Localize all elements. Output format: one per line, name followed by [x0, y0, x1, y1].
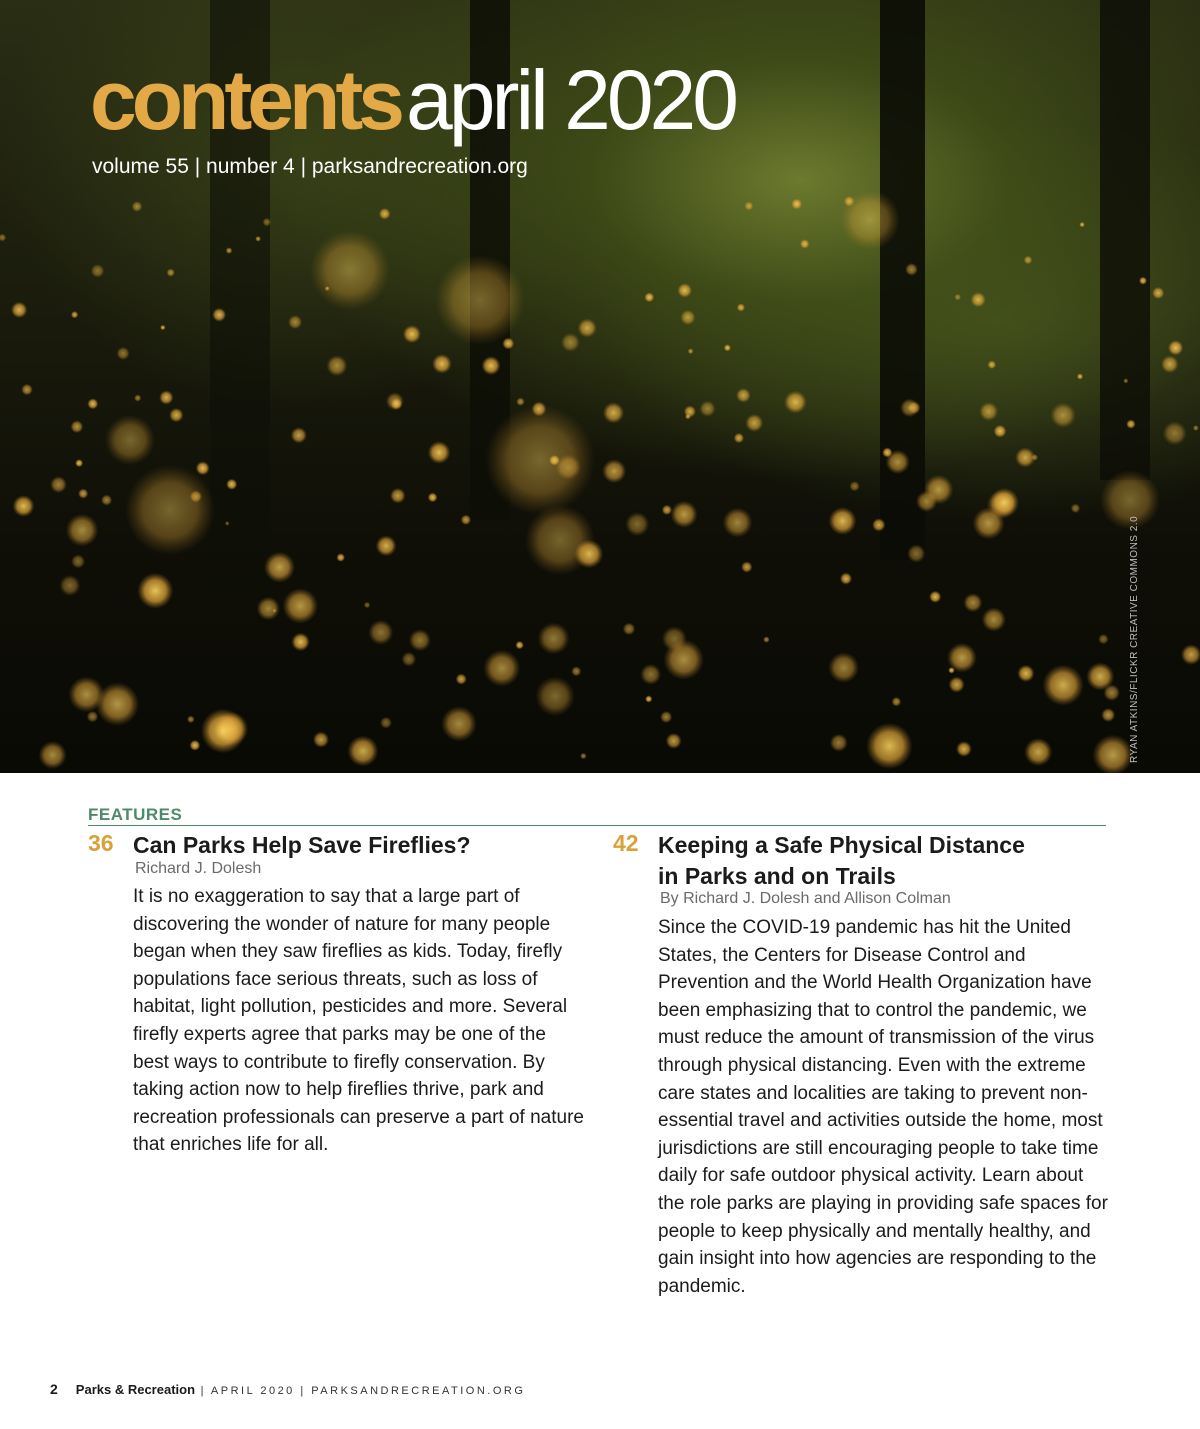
firefly-light — [830, 734, 848, 752]
firefly-light — [866, 723, 912, 769]
firefly-light — [680, 310, 695, 325]
feature-title[interactable]: Can Parks Help Save Fireflies? — [133, 832, 471, 858]
firefly-light — [892, 697, 902, 707]
feature-title[interactable] — [658, 830, 1025, 892]
firefly-light — [169, 408, 183, 422]
firefly-light — [1139, 277, 1147, 285]
firefly-light — [900, 398, 919, 417]
firefly-light — [1024, 256, 1033, 265]
firefly-bokeh — [435, 255, 525, 345]
firefly-light — [723, 508, 753, 538]
firefly-light — [956, 741, 972, 757]
firefly-light — [800, 239, 810, 249]
firefly-light — [134, 394, 141, 401]
firefly-light — [515, 641, 523, 649]
firefly-light — [849, 481, 859, 491]
firefly-light — [75, 459, 83, 467]
firefly-light — [71, 554, 85, 568]
firefly-light — [699, 401, 715, 417]
firefly-light — [602, 459, 626, 483]
firefly-light — [137, 573, 173, 609]
feature-summary: Since the COVID-19 pandemic has hit the United States, the Centers for Disease Control and Prevention and the World Health Organization have been emphasizing that to control the pandemic, we must reduce the amount of transmission of the virus through physical distancing. Even with the extreme care states and localities are taking to prevent non-essential travel and activities outside the home, most jurisdictions are still encouraging people to take time daily for safe outdoor physical activity. Learn about the role parks are playing in providing safe spaces for people to keep physically and mentally healthy, and gain insight into how agencies are responding to the pandemic. — [658, 917, 1108, 1297]
firefly-light — [666, 733, 682, 749]
firefly-light — [784, 391, 807, 414]
firefly-light — [50, 476, 67, 493]
firefly-light — [741, 561, 752, 572]
firefly-light — [132, 201, 143, 212]
firefly-light — [1071, 504, 1081, 514]
firefly-light — [101, 495, 112, 506]
firefly-light — [21, 384, 33, 396]
firefly-light — [196, 461, 210, 475]
firefly-light — [737, 303, 745, 311]
firefly-light — [745, 414, 763, 432]
firefly-light — [403, 325, 421, 343]
firefly-light — [640, 664, 661, 685]
firefly-light — [291, 633, 309, 651]
firefly-bokeh — [105, 415, 155, 465]
firefly-light — [535, 677, 574, 716]
firefly-light — [1193, 425, 1199, 431]
issue-info: volume 55 | number 4 | parksandrecreation.org — [92, 155, 528, 178]
firefly-light — [225, 521, 230, 526]
firefly-light — [1152, 287, 1164, 299]
firefly-light — [538, 623, 570, 655]
firefly-light — [59, 575, 80, 596]
firefly-light — [954, 294, 961, 301]
firefly-light — [71, 420, 84, 433]
firefly-light — [685, 414, 691, 420]
firefly-light — [886, 450, 910, 474]
firefly-light — [645, 695, 652, 702]
page-footer — [50, 1381, 525, 1397]
firefly-light — [677, 283, 692, 298]
firefly-light — [1101, 708, 1115, 722]
firefly-light — [1098, 634, 1108, 644]
firefly-light — [791, 198, 802, 209]
firefly-light — [963, 593, 982, 612]
firefly-light — [829, 507, 857, 535]
firefly-light — [190, 740, 201, 751]
firefly-light — [0, 234, 6, 242]
firefly-light — [979, 402, 998, 421]
firefly-light — [688, 348, 694, 354]
firefly-light — [376, 535, 397, 556]
firefly-light — [1161, 355, 1179, 373]
firefly-light — [1050, 403, 1075, 428]
title-contents: contents — [90, 53, 401, 147]
firefly-light — [744, 201, 753, 210]
firefly-light — [263, 218, 272, 227]
firefly-light — [380, 717, 392, 729]
firefly-light — [724, 344, 731, 351]
feature-page-number: 42 — [613, 830, 639, 856]
firefly-light — [872, 518, 885, 531]
firefly-light — [734, 433, 744, 443]
firefly-light — [428, 493, 438, 503]
firefly-light — [212, 308, 226, 322]
firefly-light — [1031, 454, 1038, 461]
firefly-light — [924, 475, 954, 505]
firefly-light — [428, 441, 451, 464]
firefly-bokeh — [525, 505, 595, 575]
firefly-light — [840, 573, 852, 585]
firefly-light — [929, 591, 941, 603]
feature-title-line-2: in Parks and on Trails — [658, 863, 896, 889]
firefly-light — [664, 639, 704, 679]
firefly-light — [580, 753, 586, 759]
firefly-light — [364, 602, 370, 608]
firefly-light — [432, 354, 452, 374]
firefly-light — [87, 398, 98, 409]
footer-issue-details: | APRIL 2020 | PARKSANDRECREATION.ORG — [195, 1385, 526, 1397]
firefly-light — [971, 292, 986, 307]
firefly-light — [39, 741, 67, 769]
firefly-light — [905, 263, 918, 276]
firefly-light — [461, 515, 471, 525]
firefly-light — [1181, 644, 1200, 665]
firefly-light — [91, 264, 105, 278]
firefly-light — [226, 479, 237, 490]
feature-title-line-1: Keeping a Safe Physical Distance — [658, 832, 1025, 858]
photo-credit: RYAN ATKINS/FLICKR CREATIVE COMMONS 2.0 — [1129, 515, 1140, 763]
firefly-light — [1017, 665, 1034, 682]
firefly-light — [390, 488, 406, 504]
firefly-light — [736, 388, 751, 403]
firefly-light — [255, 236, 261, 242]
firefly-light — [336, 553, 345, 562]
firefly-light — [1168, 340, 1183, 355]
firefly-light — [828, 652, 859, 683]
firefly-light — [763, 636, 769, 642]
firefly-light — [264, 552, 295, 583]
firefly-light — [71, 311, 78, 318]
firefly-light — [516, 398, 524, 406]
feature-byline: By Richard J. Dolesh and Allison Colman — [660, 890, 951, 907]
firefly-light — [502, 338, 514, 350]
feature-page-number: 36 — [88, 830, 114, 856]
firefly-light — [402, 652, 417, 667]
firefly-light — [671, 501, 698, 528]
firefly-light — [990, 488, 1019, 517]
firefly-light — [662, 505, 672, 515]
firefly-light — [379, 208, 391, 220]
firefly-light — [1043, 665, 1084, 706]
firefly-light — [288, 315, 302, 329]
feature-summary: It is no exaggeration to say that a large part of discovering the wonder of nature for many people began when they saw fireflies as kids. Today, firefly populations face serious threats, such as loss of habitat, light pollution, pesticides and more. Several firefly experts agree that parks may be one of the best ways to contribute to firefly conservation. By taking action now to help fireflies thrive, park and recreation professionals can preserve a part of nature that enriches life for all. — [133, 886, 584, 1156]
firefly-light — [167, 268, 175, 276]
firefly-light — [603, 402, 624, 423]
firefly-light — [1093, 735, 1133, 773]
firefly-light — [441, 706, 476, 741]
firefly-light — [623, 623, 636, 636]
firefly-light — [994, 425, 1007, 438]
firefly-light — [326, 355, 347, 376]
firefly-light — [907, 544, 925, 562]
firefly-light — [1123, 378, 1128, 383]
firefly-light — [368, 620, 393, 645]
firefly-light — [11, 302, 27, 318]
section-label-features: FEATURES — [88, 805, 183, 824]
firefly-light — [1077, 373, 1083, 379]
firefly-light — [1024, 738, 1052, 766]
firefly-light — [313, 732, 329, 748]
firefly-light — [561, 333, 580, 352]
firefly-light — [159, 390, 173, 404]
firefly-light — [947, 643, 977, 673]
firefly-light — [78, 489, 88, 499]
firefly-light — [409, 629, 431, 651]
title-date: april 2020 — [406, 53, 735, 147]
firefly-light — [483, 650, 520, 687]
firefly-light — [482, 356, 501, 375]
firefly-bokeh — [310, 230, 390, 310]
firefly-light — [660, 711, 672, 723]
firefly-light — [571, 666, 581, 676]
firefly-bokeh — [485, 405, 595, 515]
firefly-light — [625, 512, 649, 536]
firefly-lights — [0, 190, 1200, 773]
firefly-light — [201, 709, 246, 754]
firefly-light — [644, 292, 654, 302]
footer-magazine-name: Parks & Recreation — [75, 1382, 196, 1397]
section-divider — [88, 825, 1106, 826]
page-title — [90, 53, 735, 147]
firefly-light — [66, 514, 99, 547]
firefly-light — [291, 427, 307, 443]
footer-page-number: 2 — [50, 1381, 58, 1397]
firefly-bokeh — [840, 190, 900, 250]
firefly-light — [187, 716, 195, 724]
firefly-light — [87, 711, 99, 723]
firefly-light — [160, 325, 165, 330]
firefly-light — [13, 495, 35, 517]
firefly-bokeh — [125, 465, 215, 555]
feature-byline: Richard J. Dolesh — [135, 860, 262, 877]
firefly-light — [1086, 663, 1114, 691]
firefly-light — [69, 677, 105, 713]
firefly-light — [1163, 421, 1187, 445]
firefly-light — [982, 607, 1006, 631]
firefly-light — [390, 398, 402, 410]
firefly-light — [257, 597, 280, 620]
firefly-light — [949, 677, 965, 693]
firefly-light — [578, 318, 597, 337]
firefly-light — [1079, 222, 1084, 227]
firefly-light — [117, 347, 130, 360]
firefly-light — [226, 247, 233, 254]
firefly-light — [988, 360, 997, 369]
firefly-light — [1126, 419, 1135, 428]
firefly-light — [283, 588, 318, 623]
firefly-light — [456, 674, 467, 685]
firefly-light — [348, 736, 379, 767]
